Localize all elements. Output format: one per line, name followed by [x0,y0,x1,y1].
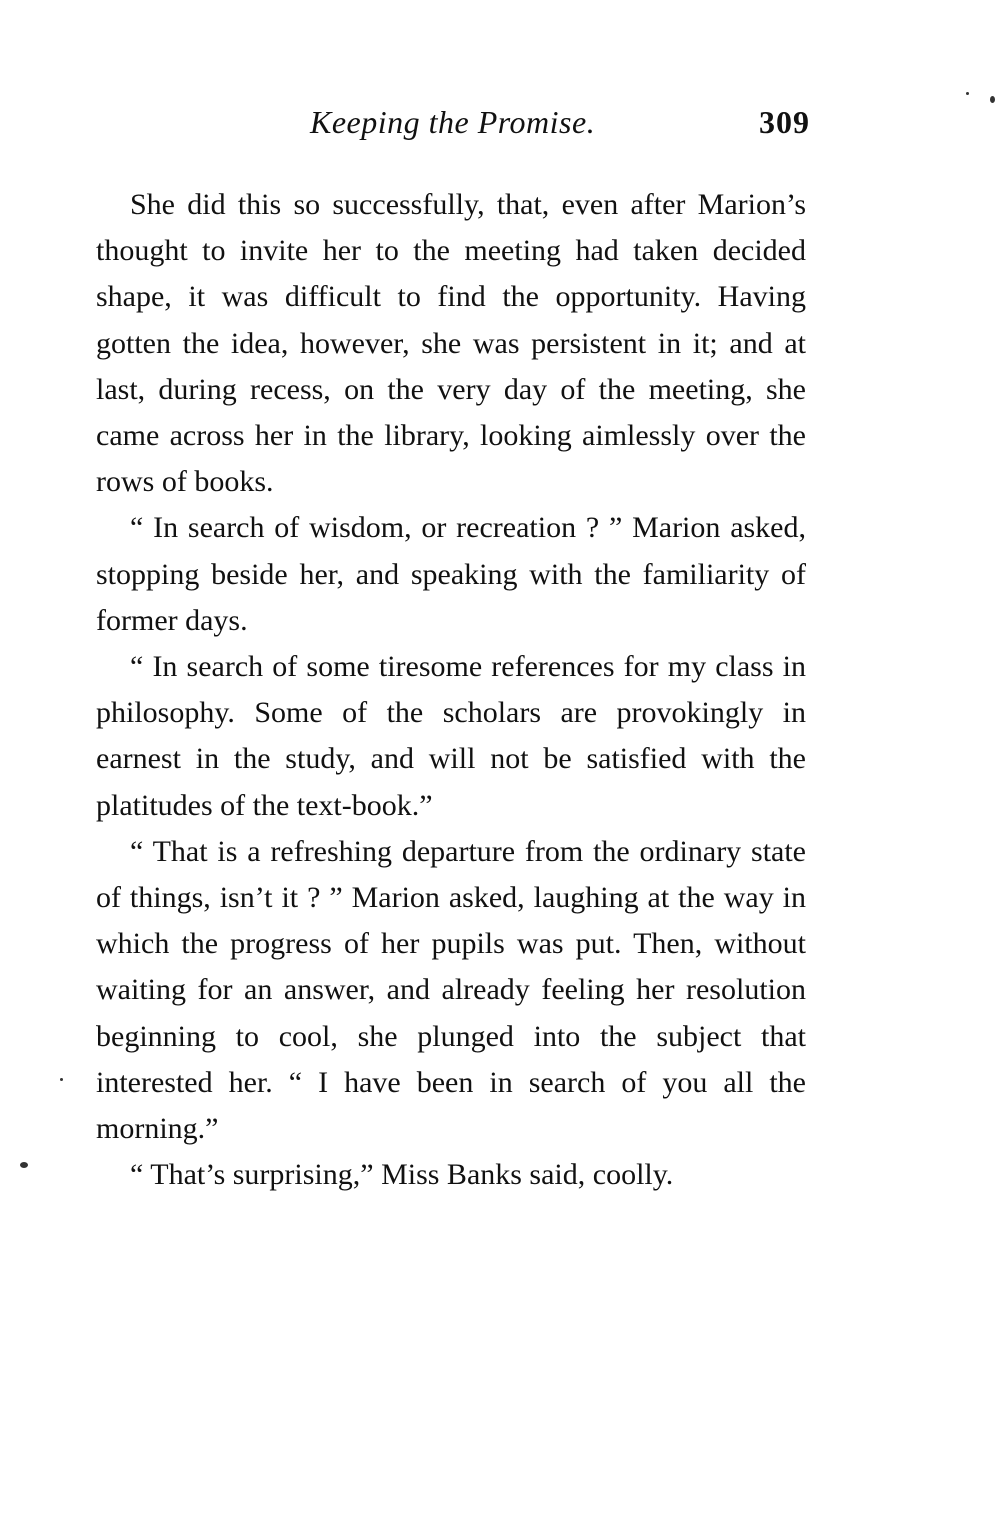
scan-speck [20,1162,28,1168]
paragraph: “ That is a refreshing departure from the ordinary state of things, isn’t it ? ” Marion asked, laughing at the way in which the progress of her pupils was put. Then, without waiting for an answer, and already feeling her resolution beginning to cool, she plunged into the subject that interested her. “ I have been in search of you all the morning.” [96,834,806,1146]
paragraph: “ In search of wisdom, or recreation ? ” Marion asked, stopping beside her, and speaking with the familiarity of former days. [96,511,806,637]
paragraph: “ That’s surprising,” Miss Banks said, coolly. [130,1158,674,1192]
paragraph: She did this so successfully, that, even after Marion’s thought to invite her to the meeting had taken decided shape, it was difficult to find the opportunity. Having gotten the idea, however, she was persistent in it; and at last, during recess, on the very day of the meeting, she came across her in the library, looking aimlessly over the rows of books. [96,188,806,499]
scan-speck [966,92,969,95]
running-head [310,104,810,154]
scan-speck [60,1078,63,1081]
scan-speck [990,96,995,103]
page-number: 309 [759,104,810,140]
body-text [96,182,806,1198]
paragraph: “ In search of some tiresome references for my class in philosophy. Some of the scholars are provokingly in earnest in the study, and will not be satisfied with the platitudes of the text-book.” [96,650,806,822]
running-title: Keeping the Promise. [310,104,596,140]
